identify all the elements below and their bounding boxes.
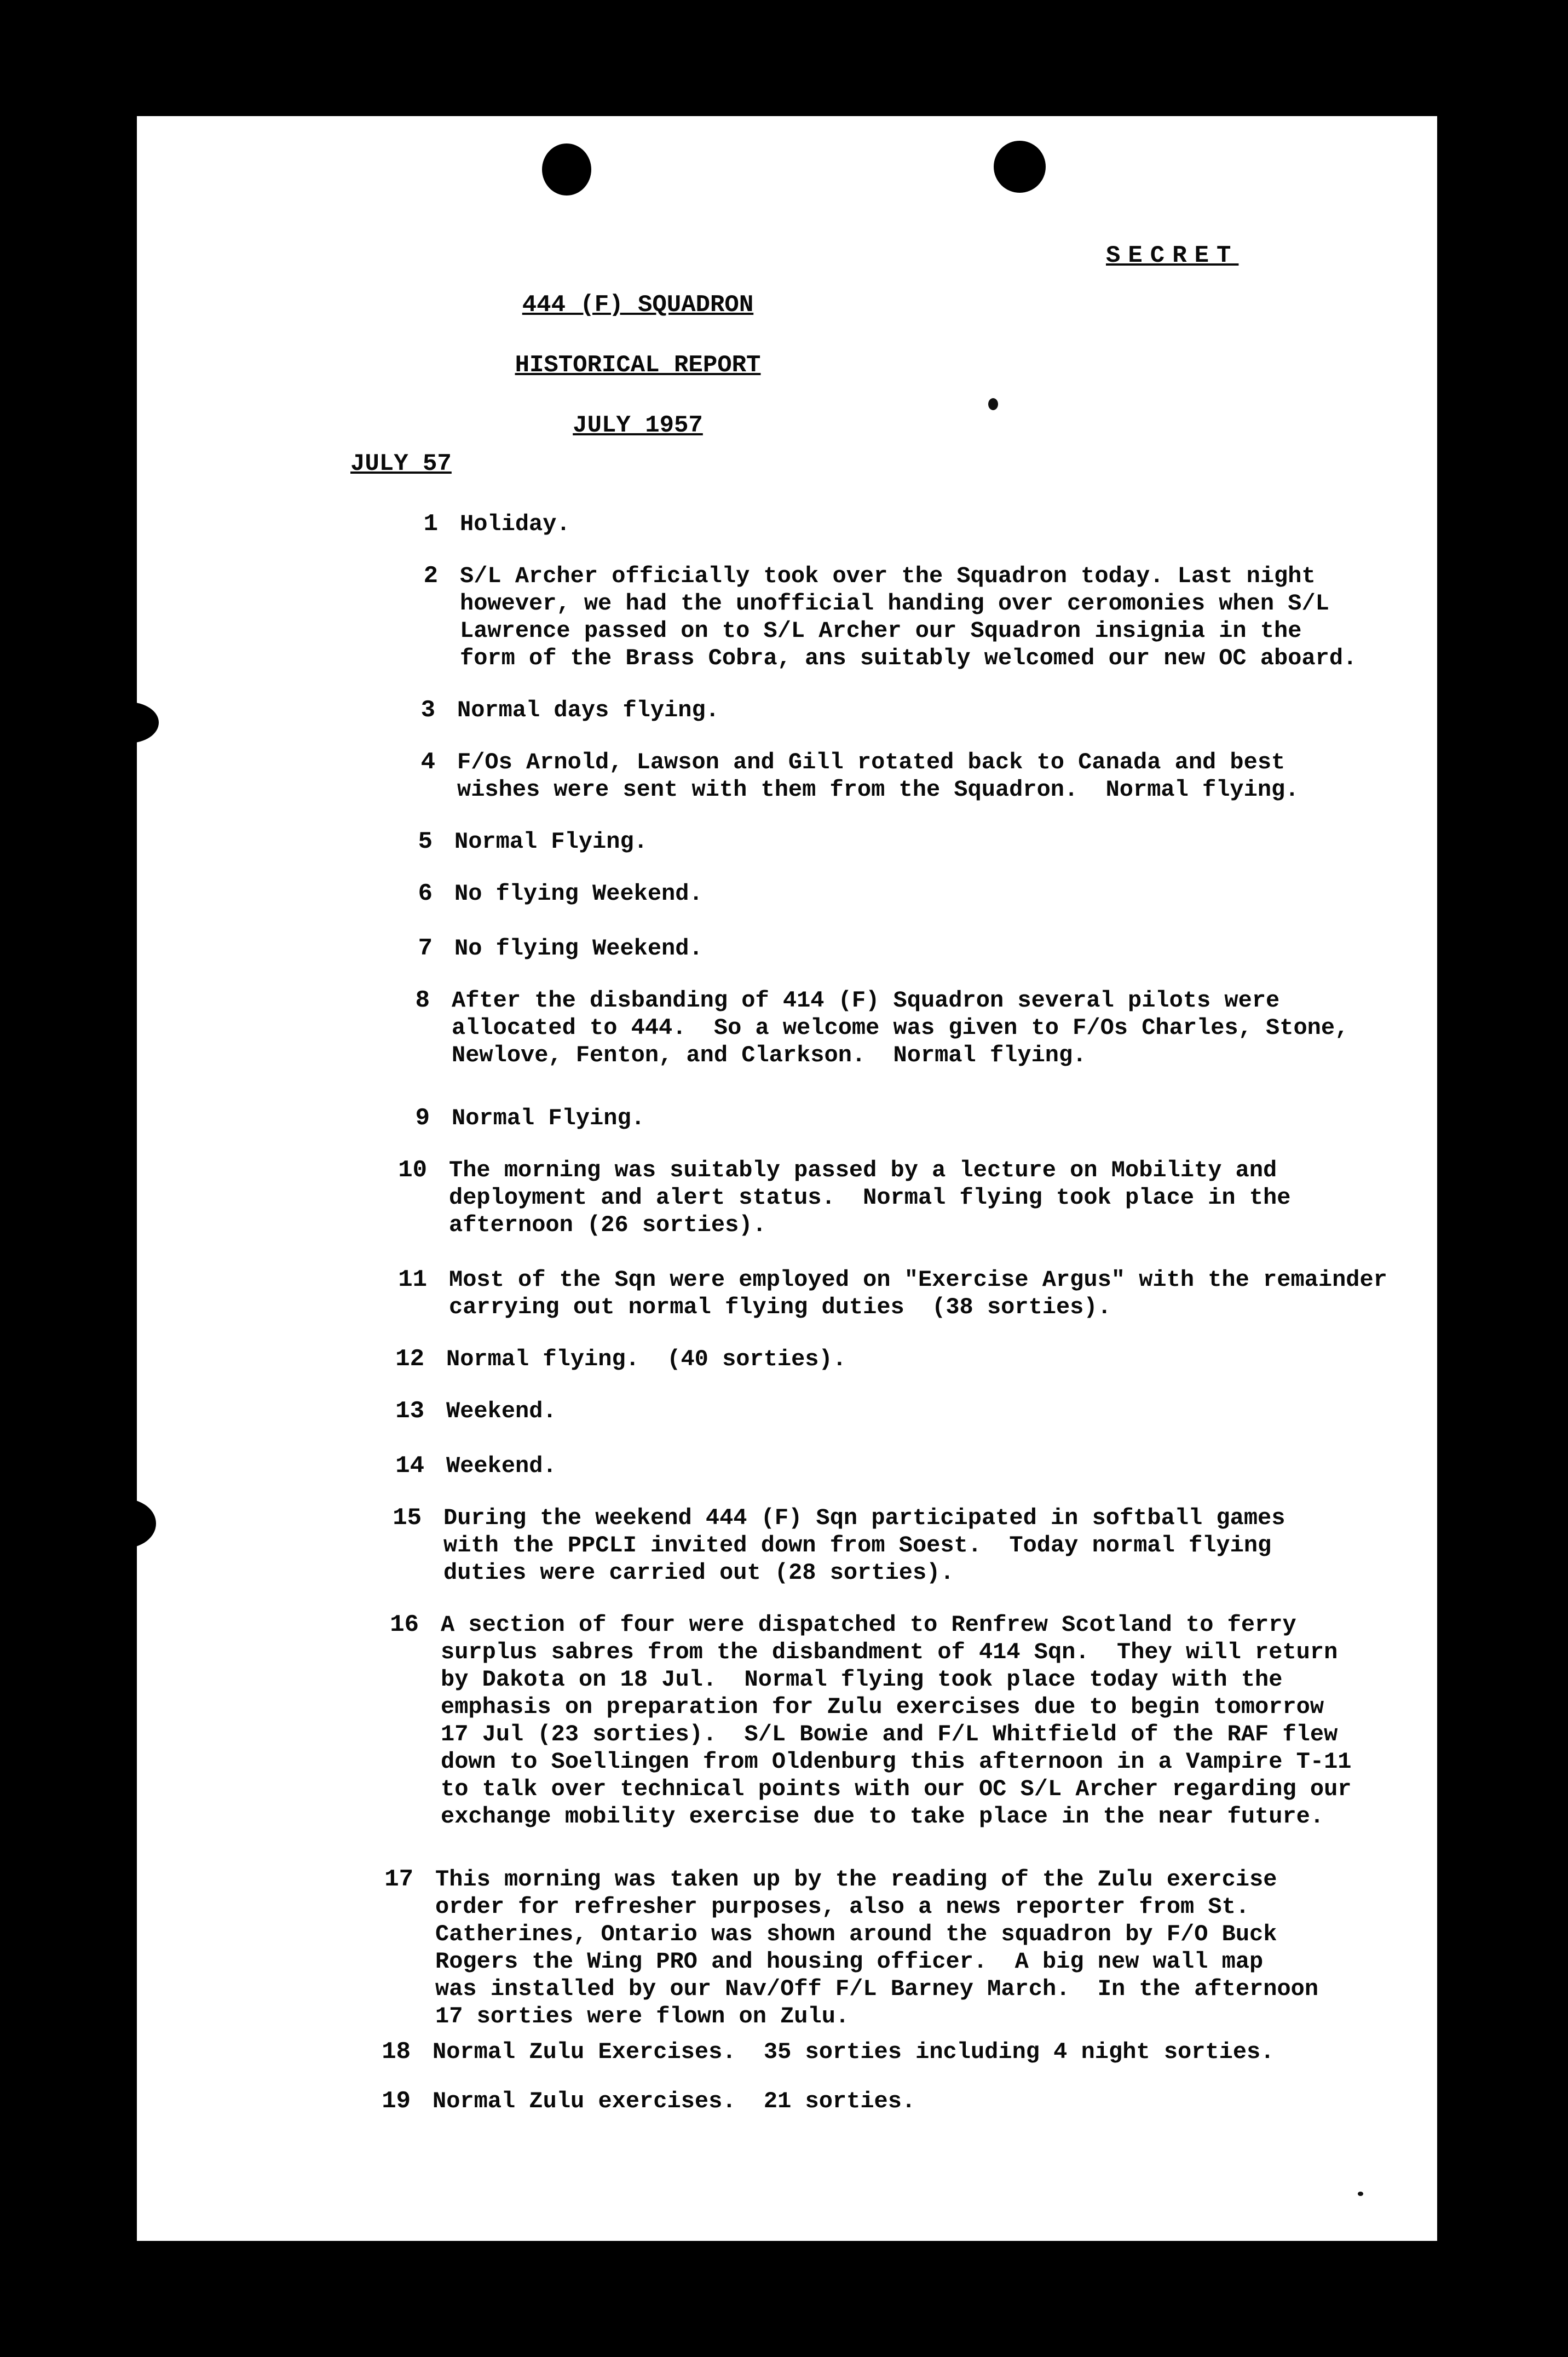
- entry-text: This morning was taken up by the reading of the Zulu exercise order for refresher purposes, also a news reporter from St. Catherines, Ontario was shown around the squadron by F/O Buck Rogers the Wing PRO and housing officer. A big new wall map was installed by our Nav/Off F/L Barney March. In the afternoon 17 sorties were flown on Zulu.: [435, 1866, 1319, 2030]
- unit-title: 444 (F) SQUADRON: [522, 291, 754, 319]
- entry-text: A section of four were dispatched to Renfrew Scotland to ferry surplus sabres from the disbandment of 414 Sqn. They will return by Dakota on 18 Jul. Normal flying took place today with the emphasis on preparation for Zulu exercises due to begin tomorrow 17 Jul (23 sorties). S/L Bowie and F/L Whitfield of the RAF flew down to Soellingen from Oldenburg this afternoon in a Vampire T-11 to talk over technical points with our OC S/L Archer regarding our exchange mobility exercise due to take place in the near future.: [441, 1612, 1352, 1830]
- entry-text: Normal Zulu exercises. 21 sorties.: [433, 2088, 916, 2114]
- document-page: [137, 116, 1437, 2241]
- entry-text: Weekend.: [446, 1398, 557, 1424]
- entry-text: Normal days flying.: [457, 697, 719, 723]
- entry-day: 12: [395, 1346, 424, 1373]
- entry-day: 19: [382, 2088, 411, 2115]
- punch-hole: [994, 141, 1046, 193]
- entry-day: 17: [384, 1866, 413, 1893]
- entry-day: 5: [418, 828, 433, 855]
- entry-day: 1: [423, 510, 438, 538]
- punch-hole: [99, 702, 159, 743]
- entry-text: Holiday.: [460, 511, 570, 537]
- entry-text: Most of the Sqn were employed on "Exercise Argus" with the remainder carrying out normal flying duties (38 sorties).: [449, 1267, 1387, 1320]
- month-label: JULY 57: [350, 450, 452, 478]
- report-title: HISTORICAL REPORT: [515, 352, 761, 379]
- entry-day: 15: [393, 1504, 422, 1532]
- ink-speck: [1358, 2192, 1363, 2196]
- entry-day: 3: [420, 697, 435, 724]
- entry-text: Normal Flying.: [452, 1105, 645, 1131]
- ink-speck: [988, 398, 998, 410]
- entry-day: 14: [395, 1452, 424, 1480]
- entry-day: 8: [415, 987, 430, 1014]
- entry-day: 18: [382, 2038, 411, 2066]
- entry-text: Weekend.: [446, 1453, 557, 1479]
- entry-day: 9: [415, 1105, 430, 1132]
- classification-marking: SECRET: [1106, 242, 1239, 269]
- entry-day: 13: [395, 1398, 424, 1425]
- entry-text: Normal Flying.: [454, 829, 648, 855]
- entry-day: 6: [418, 880, 433, 907]
- entry-day: 10: [398, 1157, 427, 1184]
- entry-day: 7: [418, 935, 433, 962]
- entry-day: 2: [423, 562, 438, 590]
- punch-hole: [93, 1499, 156, 1548]
- entry-day: 4: [420, 749, 435, 776]
- entry-text: Normal Zulu Exercises. 35 sorties including 4 night sorties.: [433, 2039, 1275, 2065]
- entry-day: 11: [398, 1266, 427, 1294]
- entry-text: The morning was suitably passed by a lecture on Mobility and deployment and alert status. Normal flying took place in the afternoon (26 sorties).: [449, 1157, 1291, 1238]
- entry-text: F/Os Arnold, Lawson and Gill rotated back to Canada and best wishes were sent with them from the Squadron. Normal flying.: [457, 749, 1299, 803]
- punch-hole: [542, 143, 591, 196]
- entry-day: 16: [390, 1611, 419, 1639]
- entry-text: Normal flying. (40 sorties).: [446, 1346, 846, 1372]
- entry-text: After the disbanding of 414 (F) Squadron several pilots were allocated to 444. So a welcome was given to F/Os Charles, Stone, Newlove, Fenton, and Clarkson. Normal flying.: [452, 987, 1349, 1068]
- entry-text: During the weekend 444 (F) Sqn participated in softball games with the PPCLI invited down from Soest. Today normal flying duties were carried out (28 sorties).: [443, 1505, 1285, 1586]
- entry-text: No flying Weekend.: [454, 935, 703, 962]
- report-period: JULY 1957: [573, 412, 703, 439]
- entry-text: S/L Archer officially took over the Squadron today. Last night however, we had the unofficial handing over ceromonies when S/L Lawrence passed on to S/L Archer our Squadron insignia in the form of the Brass Cobra, ans suitably welcomed our new OC aboard.: [460, 563, 1357, 671]
- entry-text: No flying Weekend.: [454, 881, 703, 907]
